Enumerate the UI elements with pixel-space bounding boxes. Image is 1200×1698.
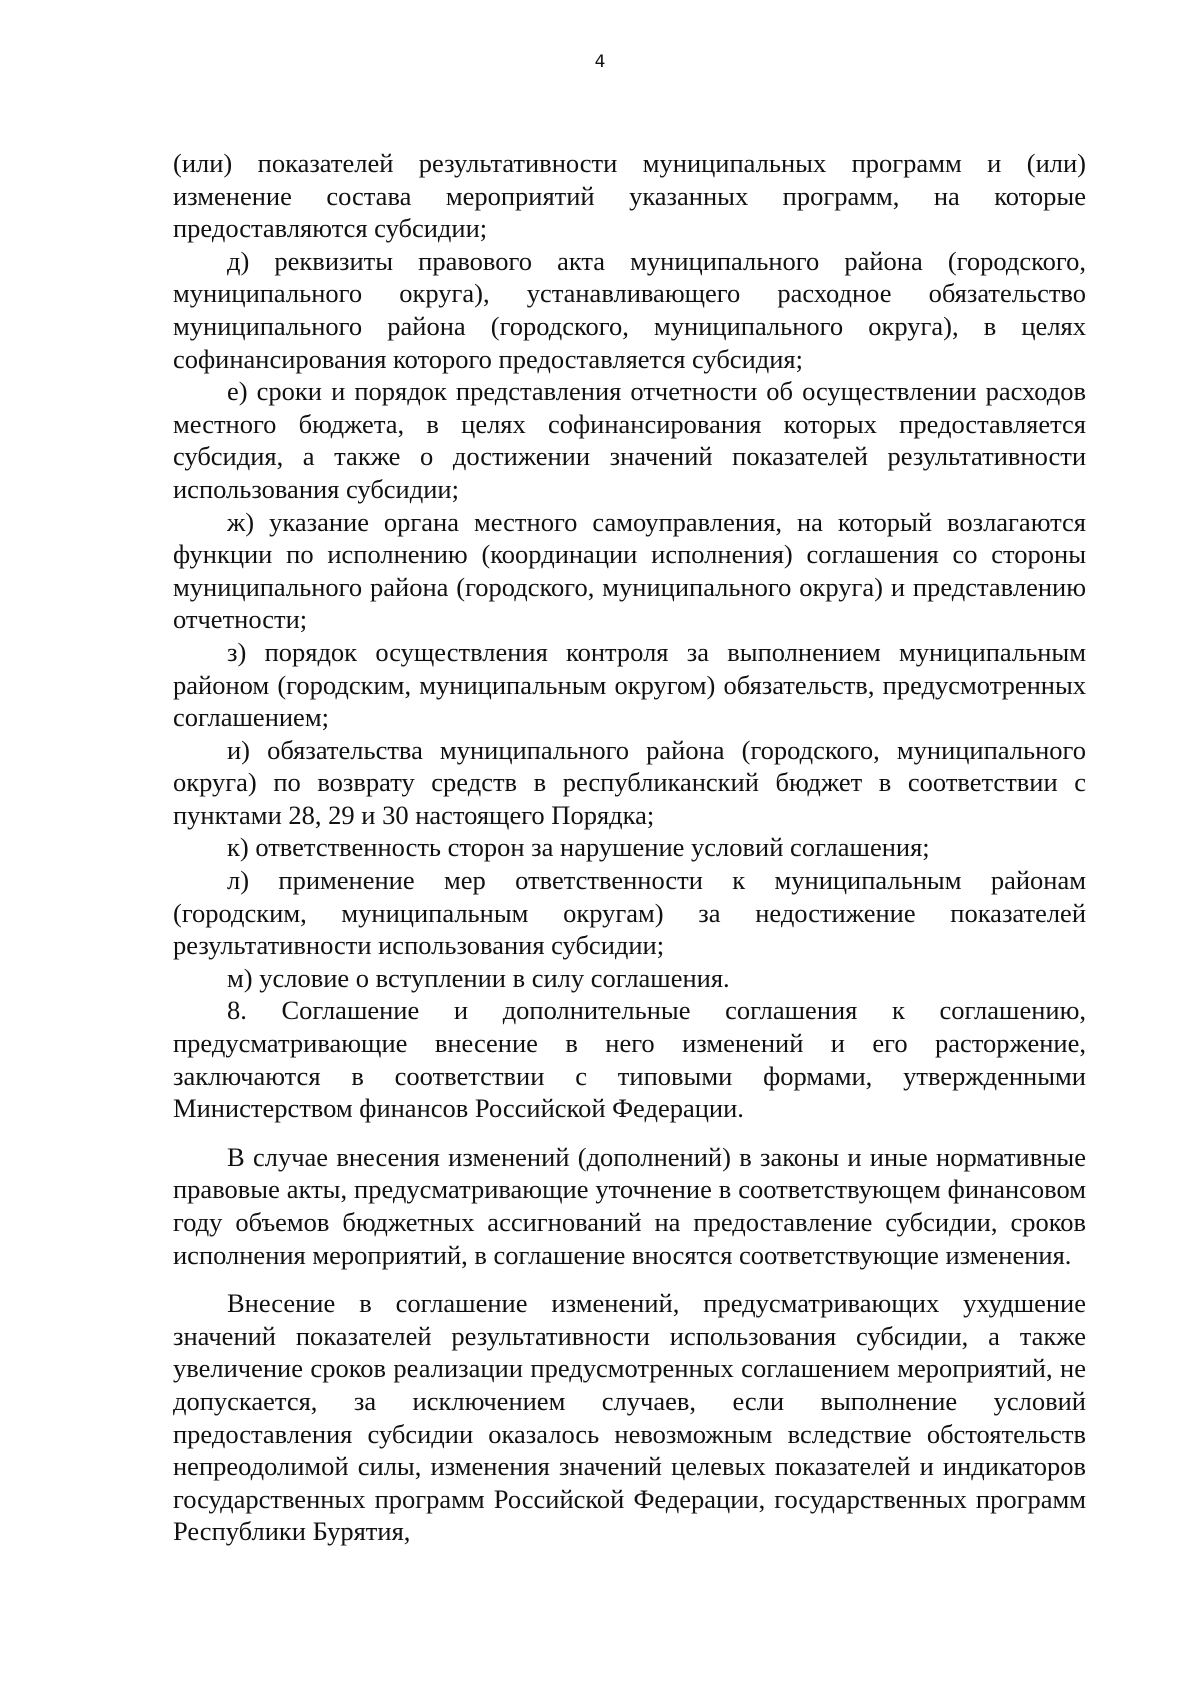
paragraph-item-z: з) порядок осуществления контроля за выполнением муниципальным районом (городским, муниципальным округом) обязательств, предусмотренных соглашением; [173,636,1086,733]
paragraph-continuation: (или) показателей результативности муниципальных программ и (или) изменение состава мероприятий указанных программ, на которые предоставляются субсидии; [173,148,1086,244]
page-number: 4 [594,52,606,72]
paragraph-item-e: е) сроки и порядок представления отчетности об осуществлении расходов местного бюджета, в целях софинансирования которых предоставляется субсидия, а также о достижении значений показателей результативности использования субсидии; [173,376,1086,504]
paragraph-item-m: м) условие о вступлении в силу соглашения. [227,962,730,993]
paragraph-item-d: д) реквизиты правового акта муниципального района (городского, муниципального округа), устанавливающего расходное обязательство муниципального района (городского, муниципального округа), в целях софинансирования которого предоставляется субсидия; [173,245,1086,374]
paragraph-item-k: к) ответственность сторон за нарушение условий соглашения; [227,832,930,863]
paragraph-restrictions: Внесение в соглашение изменений, предусматривающих ухудшение значений показателей результативности использования субсидии, а также увеличение сроков реализации предусмотренных соглашением мероприятий, не допускается, за исключением случаев, если выполнение условий предоставления субсидии оказалось невозможным вследствие обстоятельств непреодолимой силы, изменения значений целевых показателей и индикаторов государственных программ Российской Федерации, государственных программ Республики Бурятия, [173,1288,1086,1547]
paragraph-item-l: л) применение мер ответственности к муниципальным районам (городским, муниципальным округам) за недостижение показателей результативности использования субсидии; [173,865,1086,961]
paragraph-item-zh: ж) указание органа местного самоуправления, на который возлагаются функции по исполнению (координации исполнения) соглашения со стороны муниципального района (городского, муниципального округа) и представлению отчетности; [173,506,1086,635]
paragraph-amendments: В случае внесения изменений (дополнений) в законы и иные нормативные правовые акты, предусматривающие уточнение в соответствующем финансовом году объемов бюджетных ассигнований на предоставление субсидии, сроков исполнения мероприятий, в соглашение вносятся соответствующие изменения. [173,1141,1086,1270]
document-body [173,147,1086,1548]
paragraph-clause-8: 8. Соглашение и дополнительные соглашения к соглашению, предусматривающие внесение в него изменений и его расторжение, заключаются в соответствии с типовыми формами, утвержденными Министерством финансов Российской Федерации. [173,995,1086,1124]
paragraph-item-i: и) обязательства муниципального района (городского, муниципального округа) по возврату средств в республиканский бюджет в соответствии с пунктами 28, 29 и 30 настоящего Порядка; [173,734,1086,830]
